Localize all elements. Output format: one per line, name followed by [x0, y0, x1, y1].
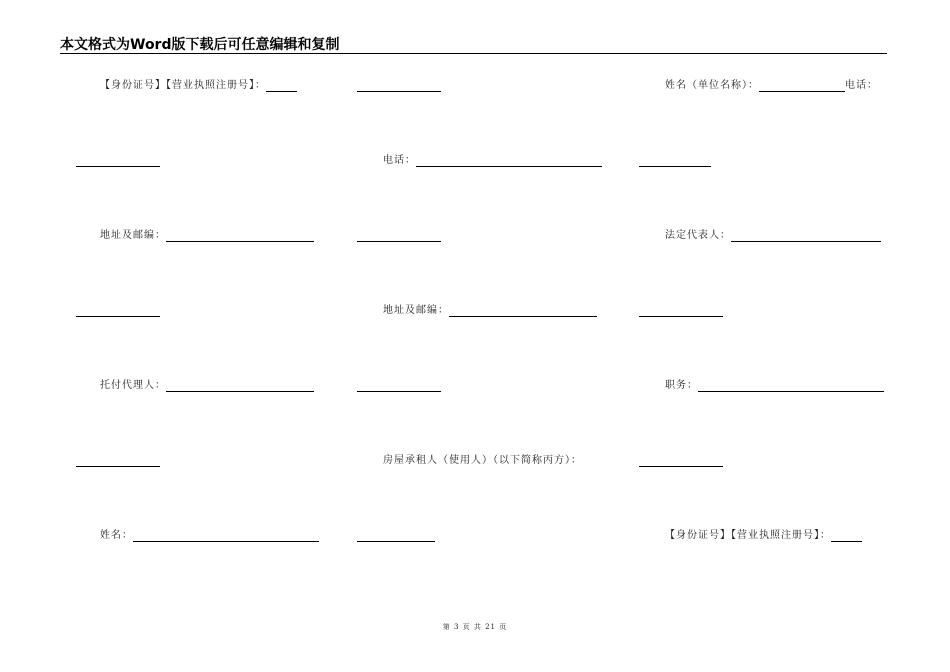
continuation-field — [357, 228, 441, 242]
agent-blank[interactable] — [166, 381, 314, 392]
phone-label: 电话： — [845, 80, 878, 91]
address-label: 地址及邮编： — [383, 305, 449, 316]
continuation-blank[interactable] — [639, 156, 711, 167]
continuation-blank[interactable] — [357, 231, 441, 242]
continuation-blank[interactable] — [639, 456, 723, 467]
agent-field — [100, 378, 314, 392]
id-number-label: 【身份证号】【营业执照注册号】： — [100, 80, 266, 91]
continuation-field — [357, 78, 441, 92]
position-field — [665, 378, 884, 392]
party-c-label: 房屋承租人（使用人）（以下简称丙方）： — [383, 455, 582, 466]
legal-rep-field — [665, 228, 881, 242]
address-blank[interactable] — [449, 306, 597, 317]
name-blank[interactable] — [759, 81, 845, 92]
name-field — [100, 528, 319, 542]
continuation-field — [639, 153, 711, 167]
continuation-blank[interactable] — [76, 156, 160, 167]
legal-rep-blank[interactable] — [731, 231, 881, 242]
id-number-field — [100, 78, 297, 92]
address-field — [100, 228, 314, 242]
phone-blank[interactable] — [416, 156, 602, 167]
continuation-field — [639, 453, 723, 467]
name-phone-field — [665, 78, 878, 92]
header-title: 本文格式为Word版下载后可任意编辑和复制 — [60, 37, 340, 53]
continuation-blank[interactable] — [76, 306, 160, 317]
continuation-blank[interactable] — [357, 81, 441, 92]
name-blank[interactable] — [133, 531, 319, 542]
continuation-blank[interactable] — [357, 531, 435, 542]
agent-label: 托付代理人： — [100, 380, 166, 391]
id-number-label: 【身份证号】【营业执照注册号】： — [665, 530, 831, 541]
id-number-blank[interactable] — [831, 531, 862, 542]
continuation-field — [357, 378, 441, 392]
continuation-field — [639, 303, 723, 317]
position-label: 职务： — [665, 380, 698, 391]
address-blank[interactable] — [166, 231, 314, 242]
position-blank[interactable] — [698, 381, 884, 392]
continuation-blank[interactable] — [639, 306, 723, 317]
party-c-heading — [383, 453, 582, 467]
continuation-field — [357, 528, 435, 542]
address-label: 地址及邮编： — [100, 230, 166, 241]
continuation-field — [76, 453, 160, 467]
id-number-blank[interactable] — [266, 81, 297, 92]
legal-rep-label: 法定代表人： — [665, 230, 731, 241]
continuation-field — [76, 303, 160, 317]
id-number-field — [665, 528, 862, 542]
name-label: 姓名（单位名称）： — [665, 80, 759, 91]
header-divider — [60, 53, 887, 54]
address-field — [383, 303, 597, 317]
page-number: 第 3 页 共 21 页 — [442, 623, 508, 631]
continuation-blank[interactable] — [357, 381, 441, 392]
phone-label: 电话： — [383, 155, 416, 166]
name-label: 姓名： — [100, 530, 133, 541]
continuation-blank[interactable] — [76, 456, 160, 467]
continuation-field — [76, 153, 160, 167]
phone-field — [383, 153, 602, 167]
